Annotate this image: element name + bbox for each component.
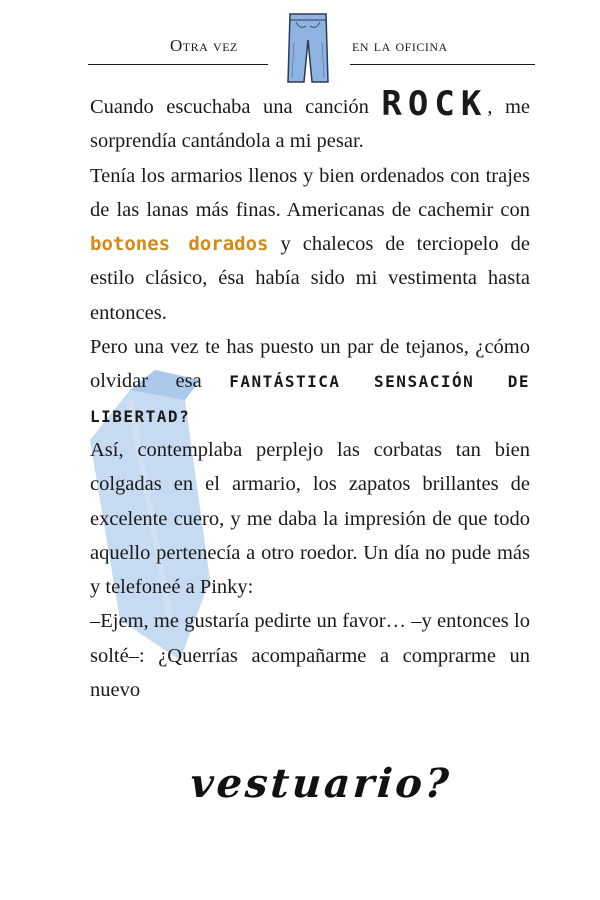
text-span: y chalecos de terciopelo de estilo clásico, ésa había sido mi vestimenta hasta entonces. [90,233,530,324]
text-span: , me sorprendía cantándola a mi pesar. [90,96,531,153]
paragraph: –Ejem, me gustaría pedirte un favor… –y entonces lo solté–: ¿Querrías acompañarme a comprarme un nuevo [90,610,530,702]
page-header [0,0,600,90]
paragraph [90,84,531,159]
text-span: Pero una vez te has puesto un par de tejanos, ¿cómo olvidar esa [90,336,530,393]
freedom-phrase: FANTÁSTICA SENSACIÓN DE LIBERTAD? [90,372,530,426]
running-head-right: en la oficina [352,36,448,55]
text-span: Tenía los armarios llenos y bien ordenados con trajes de las lanas más finas. Americanas de cachemir con [90,164,530,221]
final-word: vestuario? [188,760,454,807]
rock-word: ROCK [381,84,488,124]
header-rule-right [350,64,535,65]
header-rule-left [88,64,268,65]
body-text [90,84,531,707]
gold-buttons-word: botones dorados [90,233,269,256]
paragraph [90,159,530,330]
paragraph [90,330,530,433]
running-head-left: Otra vez [170,36,238,55]
jeans-icon [282,12,334,84]
paragraph: Así, contemplaba perplejo las corbatas tan bien colgadas en el armario, los zapatos brillantes de excelente cuero, y me daba la impresión de que todo aquello pertenecía a otro roedor. Un día no pude más y telefoneé a Pinky: [90,438,530,599]
text-span: Cuando escuchaba una canción [90,96,382,118]
